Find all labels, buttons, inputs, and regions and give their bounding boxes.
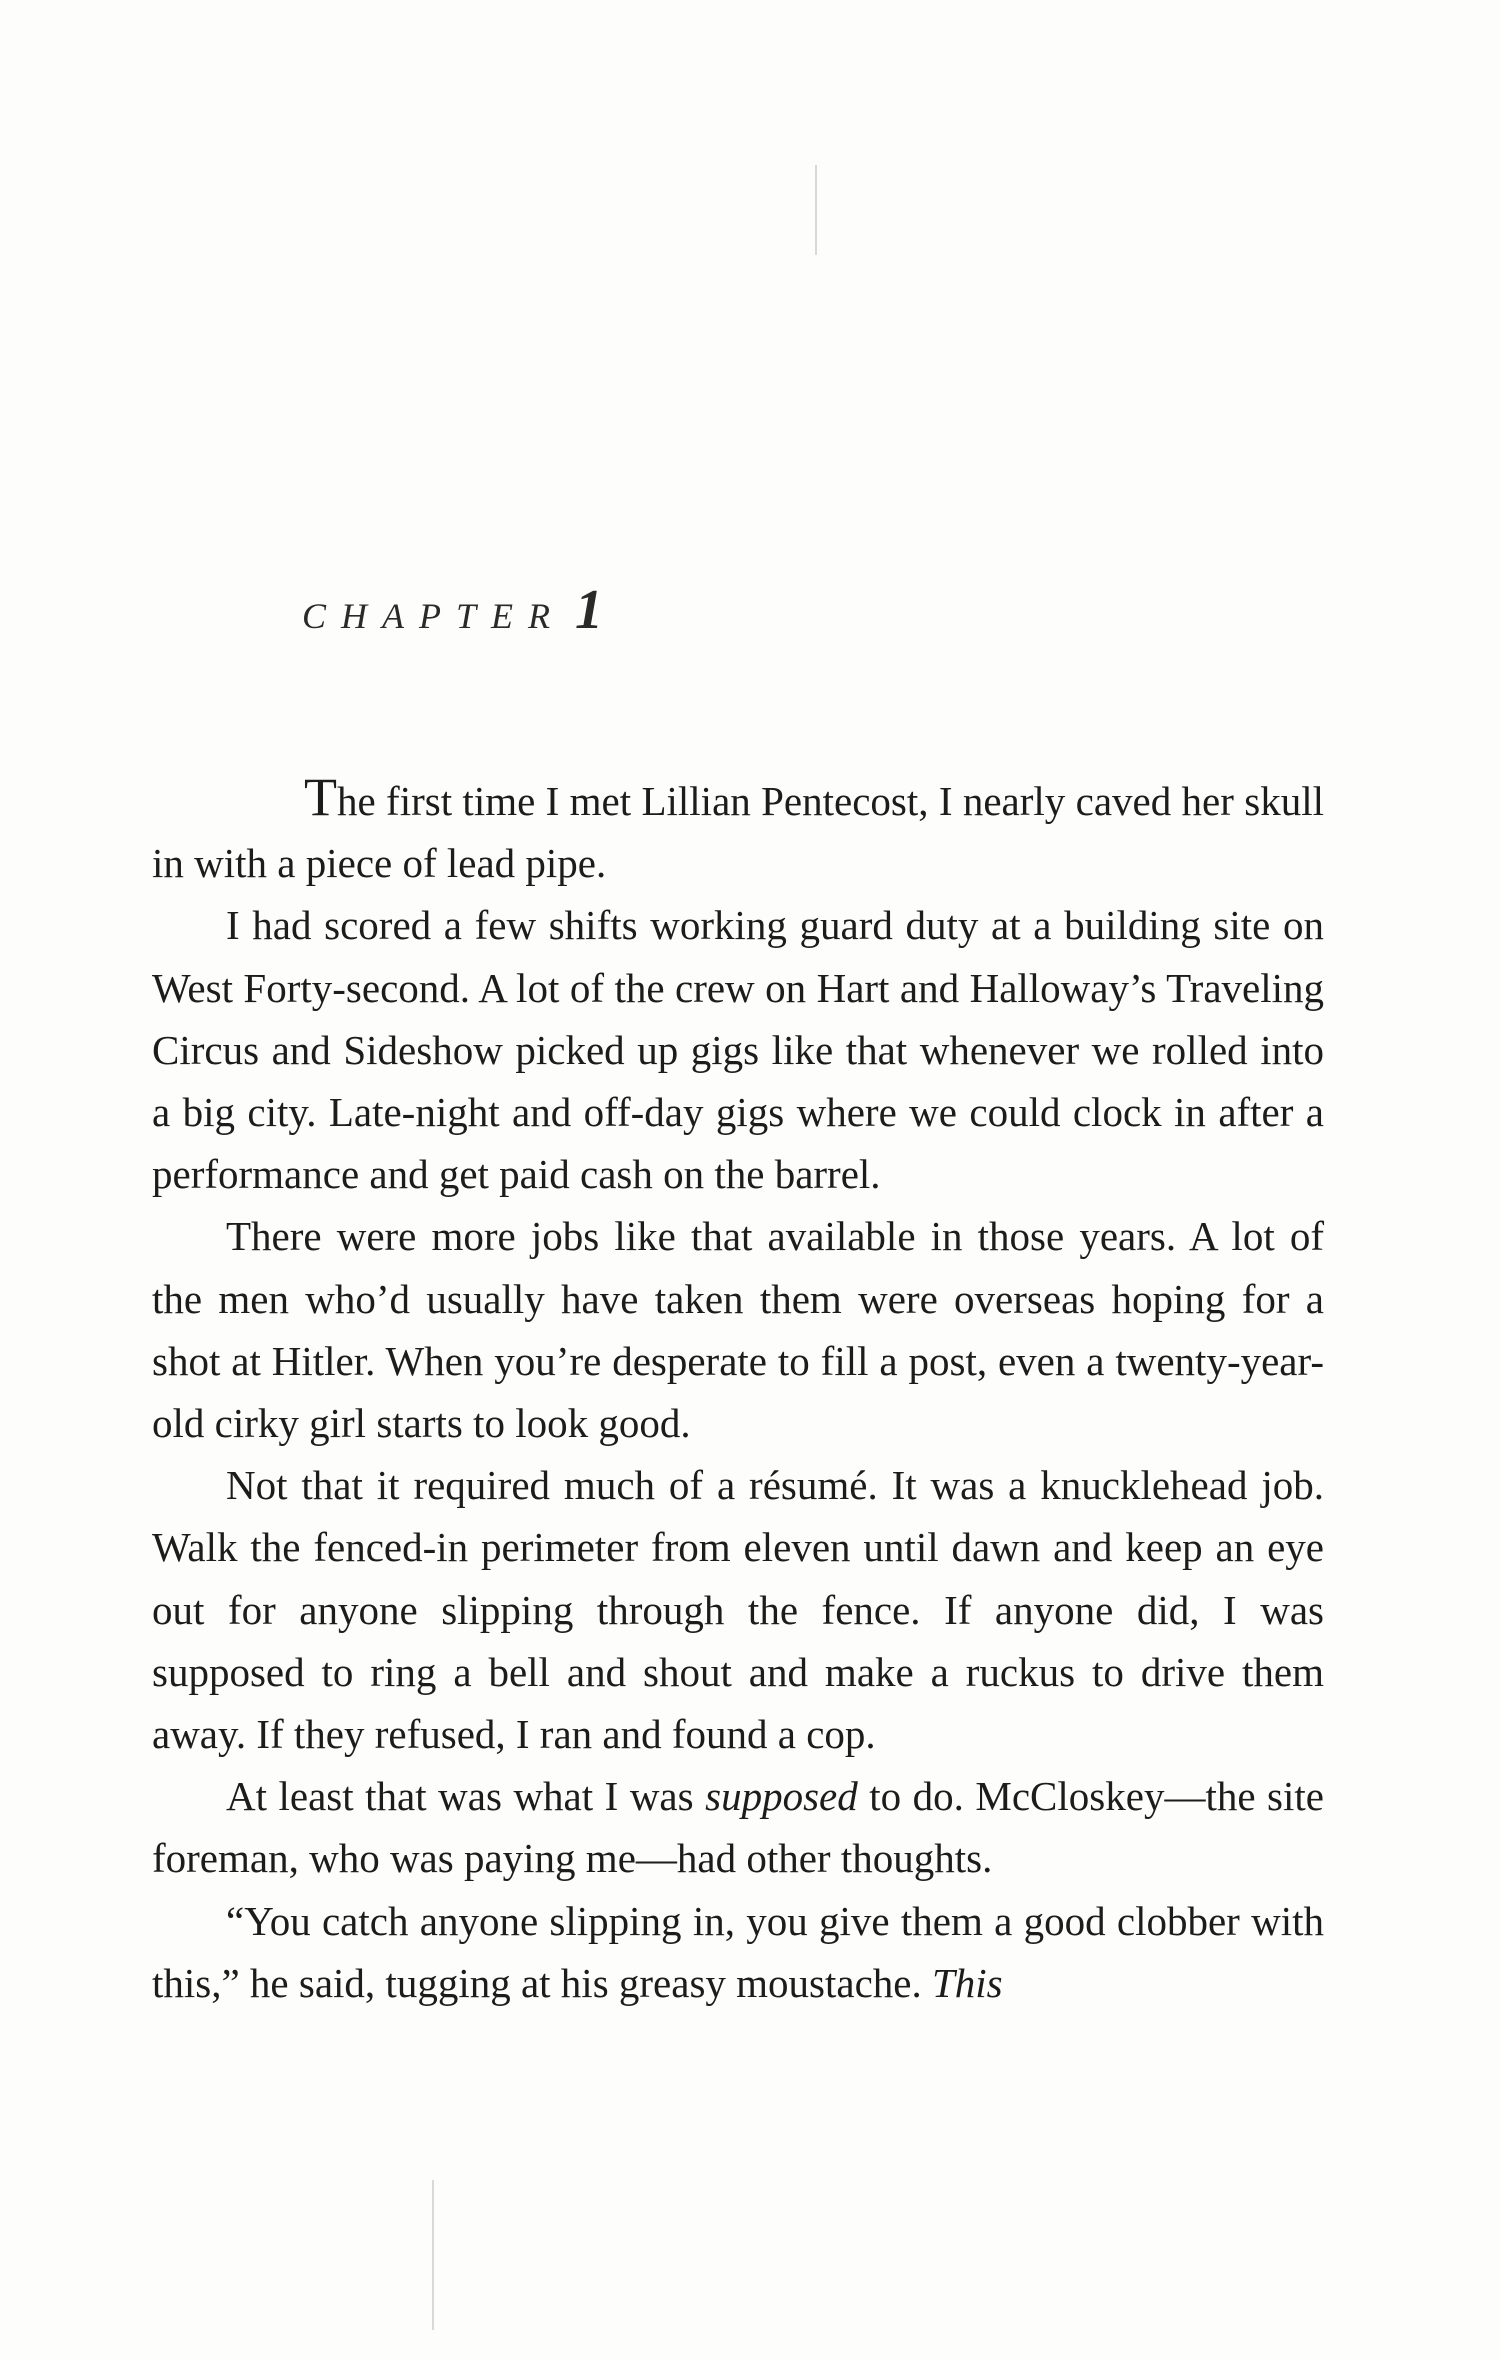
paragraph-5-text-before: At least that was what I was xyxy=(226,1773,706,1820)
chapter-number: 1 xyxy=(575,579,603,641)
scan-artifact-bottom xyxy=(432,2180,434,2330)
paragraph-1 xyxy=(152,767,1324,894)
paragraph-6-emphasis: This xyxy=(931,1959,1003,2006)
paragraph-5-text-after: to do. McCloskey—the site foreman, who was paying me—had other thoughts. xyxy=(152,1773,1324,1882)
scan-artifact-top xyxy=(815,165,817,255)
paragraph-4: Not that it required much of a résumé. It was a knucklehead job. Walk the fenced-in perimeter from eleven until dawn and keep an eye out for anyone slipping through the fence. If anyone did, I was supposed to ring a bell and shout and make a ruckus to drive them away. If they refused, I ran and found a cop. xyxy=(152,1462,1324,1758)
paragraph-3: There were more jobs like that available in those years. A lot of the men who’d usually have taken them were overseas hoping for a shot at Hitler. When you’re desperate to fill a post, even a twenty-year-old cirky girl starts to look good. xyxy=(152,1213,1324,1447)
paragraph-5 xyxy=(152,1765,1324,1889)
chapter-heading xyxy=(302,578,603,642)
paragraph-5-emphasis: supposed xyxy=(705,1773,858,1820)
chapter-label: CHAPTER xyxy=(302,596,565,636)
paragraph-1-lead-letter: T xyxy=(304,767,337,827)
paragraph-6-text-before: “You catch anyone slipping in, you give them a good clobber with this,” he said, tugging at his greasy moustache. xyxy=(152,1897,1324,2006)
paragraph-1-text: he first time I met Lillian Pentecost, I nearly caved her skull in with a piece of lead pipe. xyxy=(152,778,1324,887)
chapter-body xyxy=(152,767,1324,2014)
paragraph-2: I had scored a few shifts working guard duty at a building site on West Forty-second. A lot of the crew on Hart and Halloway’s Traveling Circus and Sideshow picked up gigs like that whenever we rolled into a big city. Late-night and off-day gigs where we could clock in after a performance and get paid cash on the barrel. xyxy=(152,902,1324,1198)
paragraph-6 xyxy=(152,1890,1324,2014)
